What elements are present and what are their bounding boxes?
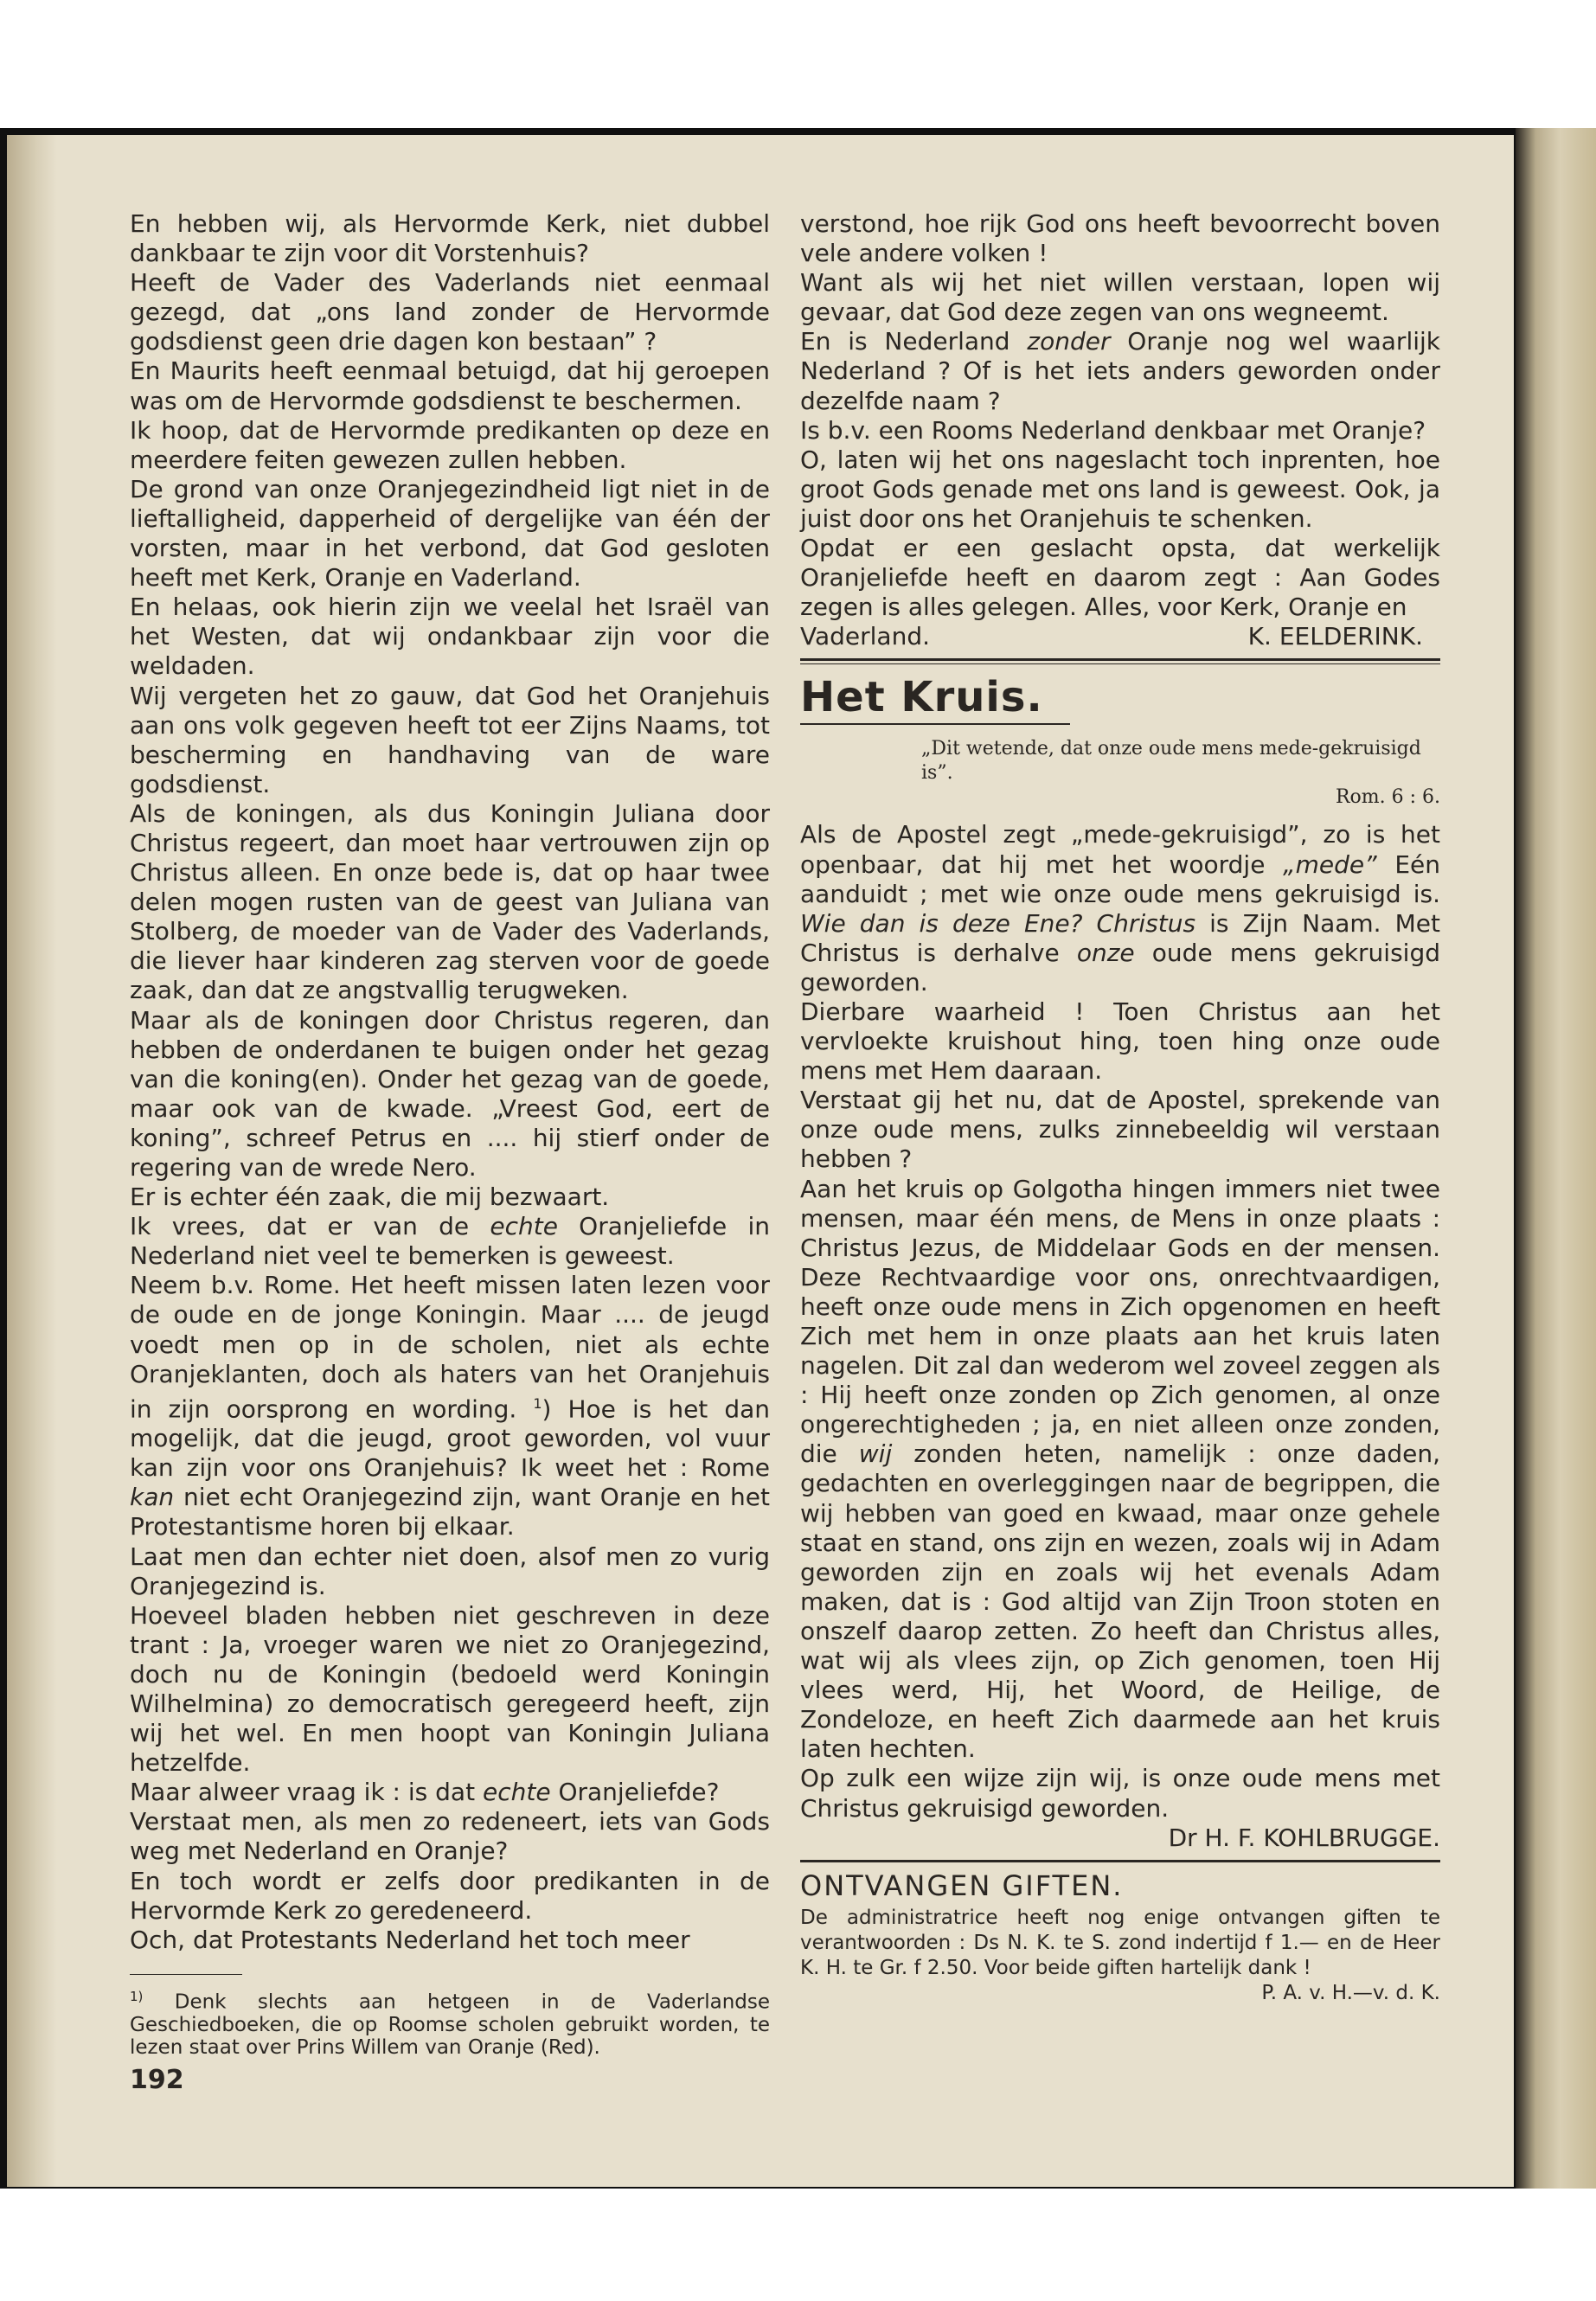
paragraph: Er is echter één zaak, die mij bezwaart. [130, 1183, 610, 1212]
paragraph: En hebben wij, als Hervormde Kerk, niet dubbel dankbaar te zijn voor dit Vorstenhuis? [130, 209, 770, 268]
paragraph: Laat men dan echter niet doen, alsof men zo vurig Oranjegezind is. [130, 1541, 770, 1600]
paragraph: En is Nederland zonder Oranje nog wel waarlijk Nederland ? Of is het iets anders geworden onder dezelfde naam ? [800, 327, 1440, 415]
paragraph-rome: Neem b.v. Rome. Het heeft missen laten lezen voor de oude en de jonge Koningin. Maar .... de jeugd voedt men op in de scholen, niet als echte Oranjeklanten, doch als haters van het Oranjehuis in zijn oorsprong en wording. $^1$) Hoe is het dan mogelijk, dat die jeugd, groot geworden, vol vuur kan zijn voor ons Oranjehuis? Ik weet het : Rome kan niet echt Oranjegezind zijn, want Oranje en het Protestantisme horen bij elkaar. [130, 1271, 771, 1541]
paragraph: Op zulk een wijze zijn wij, is onze oude mens met Christus gekruisigd geworden. [800, 1764, 1440, 1823]
paragraph: verstond, hoe rijk God ons heeft bevoorrecht boven vele andere volken ! [800, 209, 1440, 268]
paragraph: Dierbare waarheid ! Toen Christus aan het vervloekte kruishout hing, toen hing onze oude mens met Hem daaraan. [800, 997, 1440, 1086]
signature: K. EELDERINK. [1247, 622, 1423, 651]
bible-reference: Rom. 6 : 6. [1335, 786, 1440, 809]
paragraph: Opdat er een geslacht opsta, dat werkelijk Oranjeliefde heeft en daarom zegt : Aan Godes zegen is alles gelegen. Alles, voor Kerk, Oranje en [800, 534, 1440, 622]
paragraph: Als de Apostel zegt „mede-gekruisigd”, zo is het openbaar, dat hij met het woordje „mede” Eén aanduidt ; met wie onze oude mens gekruisigd is. Wie dan is deze Ene? Christus is Zijn Naam. Met Christus is derhalve onze oude mens gekruisigd geworden. [800, 820, 1440, 997]
book-edge [1516, 128, 1596, 2189]
paragraph: Maar als de koningen door Christus regeren, dan hebben de onderdanen te buigen onder het gezag van die koning(en). Onder het gezag van de goede, maar ook van de kwade. „Vreest God, eert de koning”, schreef Petrus en .... hij stierf onder de regering van de wrede Nero. [130, 1005, 770, 1182]
section-divider [800, 658, 1440, 661]
paragraph: Wij vergeten het zo gauw, dat God het Oranjehuis aan ons volk gegeven heeft tot eer Zijns Naams, tot bescherming en handhaving van de ware godsdienst. [130, 681, 770, 798]
signature: Dr H. F. KOHLBRUGGE. [1168, 1823, 1440, 1852]
title-underline [800, 723, 1070, 725]
paragraph: Want als wij het niet willen verstaan, lopen wij gevaar, dat God deze zegen van ons wegneemt. [800, 268, 1440, 327]
paragraph: Aan het kruis op Golgotha hingen immers niet twee mensen, maar één mens, de Mens in onze plaats : Christus Jezus, de Middelaar Gods en der mensen. Deze Rechtvaardige voor ons, onrechtvaardigen, heeft onze oude mens in Zich opgenomen en heeft Zich met hem in onze plaats aan het kruis laten nagelen. Dit zal dan wederom wel zoveel zeggen als : Hij heeft onze zonden op Zich genomen, al onze ongerechtigheden ; ja, en niet alleen onze zonden, die wij zonden heten, namelijk : onze daden, gedachten en overleggingen naar de begrippen, die wij hebben van goed en kwaad, maar onze gehele staat en stand, ons zijn en wezen, zoals wij in Adam geworden zijn en zoals wij het evenals Adam maken, dat is : God altijd van Zijn Troon stoten en onszelf daarop zetten. Zo heeft dan Christus alles, wat wij als vlees zijn, op Zich genomen, toen Hij vlees werd, Hij, het Woord, de Heilige, de Zondeloze, en heeft Zich daarmede aan het kruis laten hechten. [800, 1174, 1441, 1764]
footnote-ref: 1 [533, 1394, 542, 1412]
paragraph: Verstaat gij het nu, dat de Apostel, sprekende van onze oude mens, zulks zinnebeeldig wil verstaan hebben ? [800, 1086, 1440, 1174]
paragraph: En helaas, ook hierin zijn we veelal het Israël van het Westen, dat wij ondankbaar zijn voor die weldaden. [130, 593, 770, 681]
section-divider [800, 1860, 1440, 1862]
signature-row: Vaderland. K. EELDERINK. [800, 622, 1440, 651]
page-number: 192 [130, 2064, 184, 2095]
paragraph: Is b.v. een Rooms Nederland denkbaar met Oranje? [800, 415, 1426, 445]
footnote: $^{1)}$ Denk slechts aan hetgeen in de Vaderlandse Geschiedboeken, die op Roomse scholen gebruikt worden, te lezen staat over Prins Willem van Oranje (Red). [130, 1988, 771, 2059]
paragraph-echte: Ik vrees, dat er van de echte Oranjeliefde in Nederland niet veel te bemerken is geweest. [130, 1212, 771, 1271]
section-divider-thin [800, 663, 1440, 664]
paragraph: Och, dat Protestants Nederland het toch meer [130, 1925, 690, 1954]
footnote-divider [130, 1974, 242, 1975]
paragraph: Ik hoop, dat de Hervormde predikanten op deze en meerdere feiten gewezen zullen hebben. [130, 415, 770, 474]
gifts-paragraph: De administratrice heeft nog enige ontvangen giften te verantwoorden : Ds N. K. te S. zond indertijd f 1.— en de Heer K. H. te Gr. f 2.50. Voor beide giften hartelijk dank ! [800, 1906, 1440, 1979]
section-heading: ONTVANGEN GIFTEN. [800, 1868, 1124, 1902]
page-spine-shadow [7, 135, 57, 2187]
paragraph: En toch wordt er zelfs door predikanten in de Hervormde Kerk zo geredeneerd. [130, 1866, 770, 1925]
paragraph: Als de koningen, als dus Koningin Juliana door Christus regeert, dan moet haar vertrouwen zijn op Christus alleen. En onze bede is, dat op haar twee delen mogen rusten van de geest van Juliana van Stolberg, de moeder van de Vader des Vaderlands, die liever haar kinderen zag sterven voor de goede zaak, dan dat ze angstvallig terugweken. [130, 798, 770, 1005]
paragraph: Hoeveel bladen hebben niet geschreven in deze trant : Ja, vroeger waren we niet zo Oranjegezind, doch nu de Koningin (bedoeld werd Koningin Wilhelmina) zo democratisch geregeerd heeft, zijn wij het wel. En men hoopt van Koningin Juliana hetzelfde. [130, 1600, 770, 1778]
motto-quote: „Dit wetende, dat onze oude mens mede-gekruisigd is”. Rom. 6 : 6. [921, 738, 1440, 809]
paragraph: De grond van onze Oranjegezindheid ligt niet in de lieftalligheid, dapperheid of dergelijke van één der vorsten, maar in het verbond, dat God gesloten heeft met Kerk, Oranje en Vaderland. [130, 474, 770, 593]
paragraph: En Maurits heeft eenmaal betuigd, dat hij geroepen was om de Hervormde godsdienst te beschermen. [130, 356, 770, 415]
paragraph: O, laten wij het ons nageslacht toch inprenten, hoe groot Gods genade met ons land is geweest. Ook, ja juist door ons het Oranjehuis te schenken. [800, 445, 1440, 533]
paragraph: Verstaat men, als men zo redeneert, iets van Gods weg met Nederland en Oranje? [130, 1807, 770, 1866]
left-column [130, 209, 770, 2095]
paragraph: Heeft de Vader des Vaderlands niet eenmaal gezegd, dat „ons land zonder de Hervormde godsdienst geen drie dagen kon bestaan” ? [130, 268, 770, 356]
right-column [800, 209, 1440, 2006]
signature: P. A. v. H.—v. d. K. [1261, 1981, 1440, 2004]
article-title: Het Kruis. [800, 673, 1043, 722]
paragraph-vraag: Maar alweer vraag ik : is dat echte Oranjeliefde? [130, 1778, 720, 1807]
